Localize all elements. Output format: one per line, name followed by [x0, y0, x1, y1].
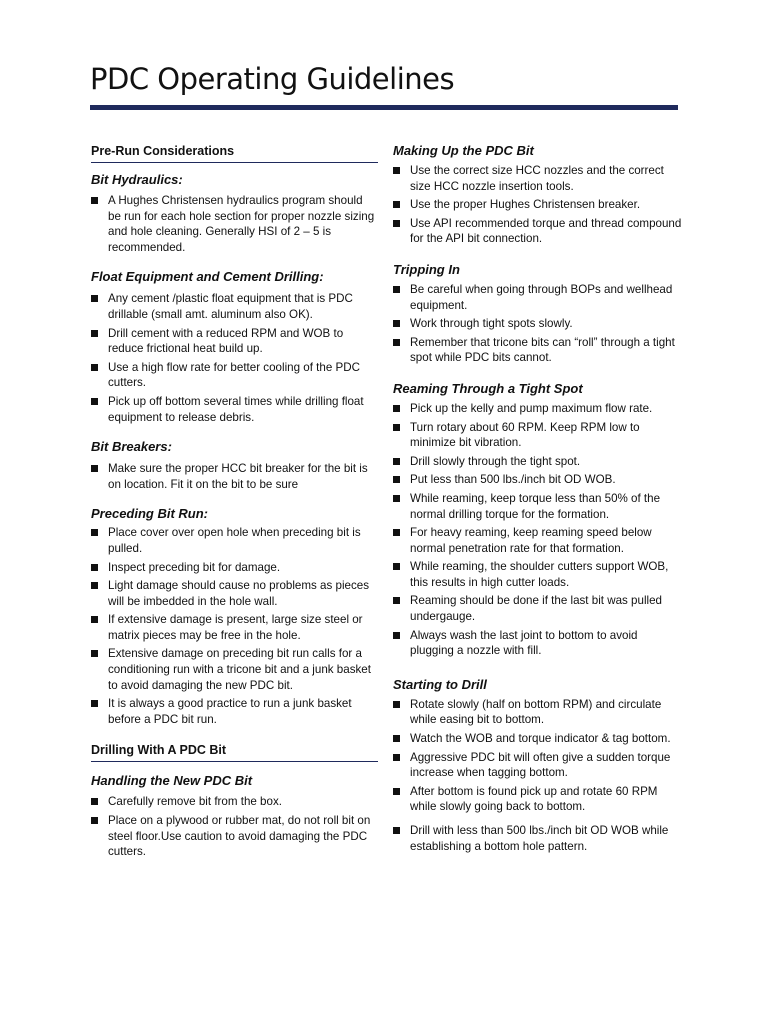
list-item: Place on a plywood or rubber mat, do not roll bit on steel floor.Use caution to avoid damaging the PDC cutters.	[91, 813, 378, 860]
subheading-starting: Starting to Drill	[393, 676, 487, 692]
list-item: Turn rotary about 60 RPM. Keep RPM low to minimize bit vibration.	[393, 420, 683, 451]
list-handling	[91, 794, 378, 859]
subheading-bit-hydraulics: Bit Hydraulics:	[91, 172, 183, 187]
bullet-icon	[91, 582, 98, 589]
list-item: Remember that tricone bits can “roll” through a tight spot while PDC bits cannot.	[393, 335, 683, 366]
bullet-icon	[91, 817, 98, 824]
list-tripping-in	[393, 282, 683, 366]
right-column	[393, 140, 683, 857]
bullet-icon	[393, 167, 400, 174]
title-rule	[90, 105, 678, 110]
list-item: Pick up the kelly and pump maximum flow rate.	[393, 401, 683, 417]
section-title-pre-run: Pre-Run Considerations	[91, 144, 378, 163]
list-item: Carefully remove bit from the box.	[91, 794, 378, 810]
section-title-drilling: Drilling With A PDC Bit	[91, 743, 378, 762]
list-item: Light damage should cause no problems as pieces will be imbedded in the hole wall.	[91, 578, 378, 609]
bullet-icon	[393, 339, 400, 346]
bullet-icon	[393, 788, 400, 795]
bullet-icon	[91, 465, 98, 472]
bullet-icon	[393, 827, 400, 834]
bullet-icon	[91, 798, 98, 805]
bullet-icon	[393, 405, 400, 412]
list-item: Always wash the last joint to bottom to avoid plugging a nozzle with fill.	[393, 628, 683, 659]
bullet-icon	[91, 564, 98, 571]
list-item: Inspect preceding bit for damage.	[91, 560, 378, 576]
bullet-icon	[91, 330, 98, 337]
bullet-icon	[393, 424, 400, 431]
subheading-float-equipment: Float Equipment and Cement Drilling:	[91, 269, 324, 285]
list-making-up	[393, 163, 683, 247]
bullet-icon	[91, 295, 98, 302]
list-item: Use a high flow rate for better cooling of the PDC cutters.	[91, 360, 378, 391]
bullet-icon	[91, 650, 98, 657]
list-item: If extensive damage is present, large size steel or matrix pieces may be free in the hole.	[91, 612, 378, 643]
bullet-icon	[393, 529, 400, 536]
list-bit-hydraulics	[91, 193, 378, 255]
list-item: While reaming, keep torque less than 50% of the normal drilling torque for the formation.	[393, 491, 683, 522]
list-item: Work through tight spots slowly.	[393, 316, 683, 332]
list-item: Watch the WOB and torque indicator & tag bottom.	[393, 731, 683, 747]
subheading-tripping-in: Tripping In	[393, 261, 460, 277]
list-bit-breakers	[91, 461, 378, 492]
subheading-handling: Handling the New PDC Bit	[91, 773, 253, 789]
list-item: A Hughes Christensen hydraulics program should be run for each hole section for proper nozzle sizing and hole cleaning. Generally HSI of 2 – 5 is recommended.	[91, 193, 378, 255]
list-item: It is always a good practice to run a junk basket before a PDC bit run.	[91, 696, 378, 727]
bullet-icon	[393, 320, 400, 327]
list-item: Place cover over open hole when preceding bit is pulled.	[91, 525, 378, 556]
bullet-icon	[393, 735, 400, 742]
list-item: Aggressive PDC bit will often give a sudden torque increase when tagging bottom.	[393, 750, 683, 781]
bullet-icon	[393, 201, 400, 208]
bullet-icon	[91, 398, 98, 405]
list-item: Be careful when going through BOPs and wellhead equipment.	[393, 282, 683, 313]
bullet-icon	[91, 197, 98, 204]
list-item: For heavy reaming, keep reaming speed below normal penetration rate for that formation.	[393, 525, 683, 556]
list-reaming	[393, 401, 683, 659]
bullet-icon	[393, 220, 400, 227]
bullet-icon	[393, 563, 400, 570]
list-float-equipment	[91, 291, 378, 425]
list-item: Drill slowly through the tight spot.	[393, 454, 683, 470]
list-preceding-bit-run	[91, 525, 378, 727]
list-item: Extensive damage on preceding bit run calls for a conditioning run with a tricone bit and a junk basket to avoid damaging the new PDC bit.	[91, 646, 378, 693]
list-item: Use the correct size HCC nozzles and the correct size HCC nozzle insertion tools.	[393, 163, 683, 194]
bullet-icon	[393, 495, 400, 502]
list-item: Drill with less than 500 lbs./inch bit OD WOB while establishing a bottom hole pattern.	[393, 823, 683, 854]
bullet-icon	[393, 754, 400, 761]
bullet-icon	[393, 701, 400, 708]
bullet-icon	[91, 529, 98, 536]
list-item: Pick up off bottom several times while drilling float equipment to release debris.	[91, 394, 378, 425]
list-item: Use API recommended torque and thread compound for the API bit connection.	[393, 216, 683, 247]
bullet-icon	[91, 616, 98, 623]
bullet-icon	[91, 700, 98, 707]
list-item: Drill cement with a reduced RPM and WOB to reduce frictional heat build up.	[91, 326, 378, 357]
bullet-icon	[393, 286, 400, 293]
bullet-icon	[393, 458, 400, 465]
list-item: Put less than 500 lbs./inch bit OD WOB.	[393, 472, 683, 488]
bullet-icon	[91, 364, 98, 371]
bullet-icon	[393, 476, 400, 483]
list-item: Rotate slowly (half on bottom RPM) and circulate while easing bit to bottom.	[393, 697, 683, 728]
list-item: Any cement /plastic float equipment that is PDC drillable (small amt. aluminum also OK).	[91, 291, 378, 322]
list-item: Make sure the proper HCC bit breaker for the bit is on location. Fit it on the bit to be sure	[91, 461, 378, 492]
bullet-icon	[393, 597, 400, 604]
subheading-making-up: Making Up the PDC Bit	[393, 143, 534, 158]
list-item: While reaming, the shoulder cutters support WOB, this results in high cutter loads.	[393, 559, 683, 590]
subheading-bit-breakers: Bit Breakers:	[91, 439, 172, 455]
bullet-icon	[393, 632, 400, 639]
subheading-reaming: Reaming Through a Tight Spot	[393, 380, 583, 396]
left-column	[91, 140, 378, 863]
list-item: Reaming should be done if the last bit was pulled undergauge.	[393, 593, 683, 624]
list-starting	[393, 697, 683, 854]
list-item: Use the proper Hughes Christensen breaker.	[393, 197, 683, 213]
subheading-preceding-bit-run: Preceding Bit Run:	[91, 506, 209, 522]
list-item: After bottom is found pick up and rotate 60 RPM while slowly going back to bottom.	[393, 784, 683, 815]
page-title: PDC Operating Guidelines	[90, 62, 455, 96]
